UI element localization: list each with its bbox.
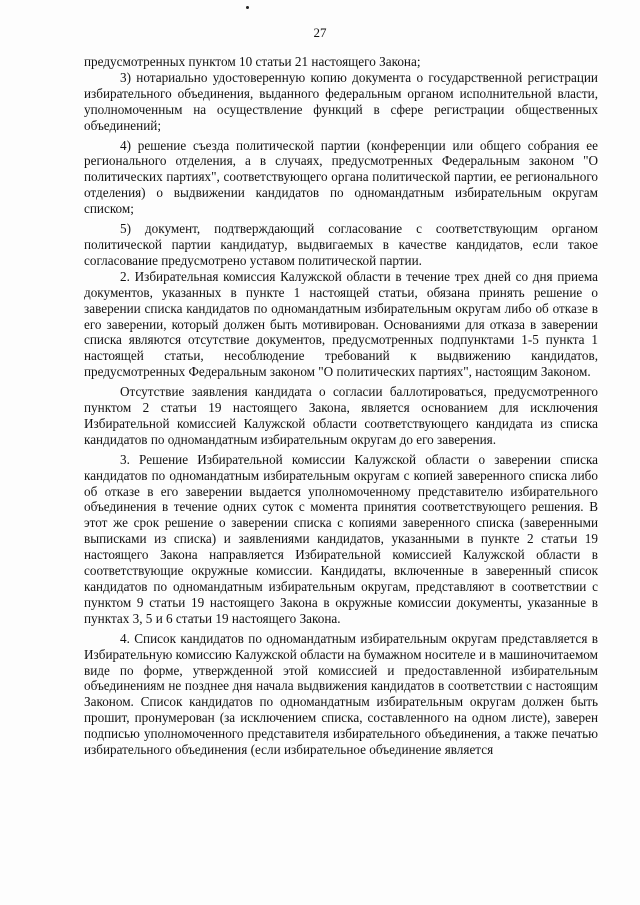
page-number: 27 — [313, 25, 327, 40]
paragraph-item-5: 5) документ, подтверждающий согласование с соответствующим органом политической партии кандидатур, выдвигаемых в качестве кандидатов, если такое согласование предусмотрено уставом политической партии. — [84, 221, 598, 268]
document-body — [84, 54, 598, 758]
paragraph-clause-2: 2. Избирательная комиссия Калужской области в течение трех дней со дня приема документов, указанных в пункте 1 настоящей статьи, обязана принять решение о заверении списка кандидатов по одномандатным избирательным округам либо об отказе в его заверении, который должен быть мотивирован. Основаниями для отказа в заверении списка являются отсутствие документов, предусмотренных подпунктами 1-5 пункта 1 настоящей статьи, несоблюдение требований к выдвижению кандидатов, предусмотренных Федеральным законом "О политических партиях", настоящим Законом. — [84, 268, 598, 380]
paragraph-clause-4: 4. Список кандидатов по одномандатным избирательным округам представляется в Избирательную комиссию Калужской области на бумажном носителе и в машиночитаемом виде по форме, утвержденной этой комиссией и предоставленной избирательным объединениям не позднее дня начала выдвижения кандидатов в соответствии с настоящим Законом. Список кандидатов по одномандатным избирательным округам должен быть прошит, пронумерован (за исключением списка, составленного на одном листе), заверен подписью уполномоченного представителя избирательного объединения, а также печатью избирательного объединения (если избирательное объединение является — [84, 630, 598, 758]
scan-speck — [246, 6, 249, 9]
paragraph-absence-statement: Отсутствие заявления кандидата о согласии баллотироваться, предусмотренного пунктом 2 статьи 19 настоящего Закона, является основанием для исключения Избирательной комиссией Калужской области соответствующего кандидата из списка кандидатов по одномандатным избирательным округам до его заверения. — [84, 384, 598, 447]
paragraph-item-4: 4) решение съезда политической партии (конференции или общего собрания ее регионального отделения, а в случаях, предусмотренных Федеральным законом "О политических партиях", соответствующего органа политической партии, ее регионального отделения) о выдвижении кандидатов по одномандатным избирательным округам списком; — [84, 137, 598, 217]
paragraph-item-3: 3) нотариально удостоверенную копию документа о государственной регистрации избирательного объединения, выданного федеральным органом исполнительной власти, уполномоченным на осуществление функций в сфере регистрации общественных объединений; — [84, 69, 598, 133]
paragraph-continuation: предусмотренных пунктом 10 статьи 21 настоящего Закона; — [84, 54, 421, 69]
paragraph-clause-3: 3. Решение Избирательной комиссии Калужской области о заверении списка кандидатов по одномандатным избирательным округам с копией заверенного списка либо об отказе в его заверении выдается уполномоченному представителю избирательного объединения в течение одних суток с момента принятия соответствующего решения. В этот же срок решение о заверении списка с копиями заверенного списка (заверенными выписками из списка) и заявлениями кандидатов, указанными в пункте 2 статьи 19 настоящего Закона направляется Избирательной комиссией Калужской области в соответствующие окружные комиссии. Кандидаты, включенные в заверенный список кандидатов по одномандатным избирательным округам, представляют в соответствии с пунктом 9 статьи 19 настоящего Закона в окружные комиссии документы, указанные в пунктах 3, 5 и 6 статьи 19 настоящего Закона. — [84, 451, 598, 626]
